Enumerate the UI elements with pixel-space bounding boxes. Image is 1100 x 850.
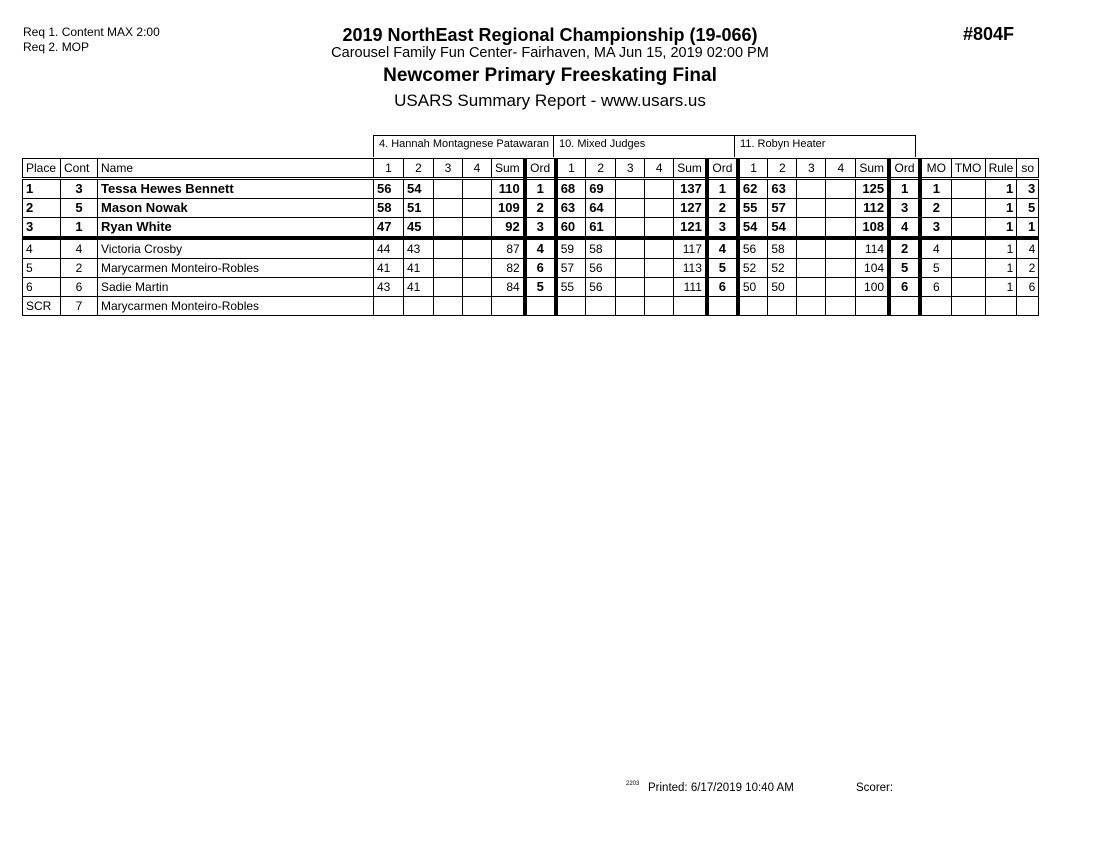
- col-j1-s1: 1: [374, 159, 404, 179]
- judge-2-score-s1: 63: [556, 199, 586, 218]
- judge-1-score-s4: [463, 238, 492, 259]
- col-place: Place: [23, 159, 61, 179]
- judge-1-score-s4: [463, 179, 492, 199]
- col-j2-ord: Ord: [707, 159, 738, 179]
- judge-2-score-s3: [616, 278, 645, 297]
- judge-2-score-s4: [645, 259, 674, 278]
- judge-2-ordinal: 5: [707, 259, 738, 278]
- requirement-2: Req 2. MOP: [23, 40, 90, 54]
- judge-1-sum: [492, 297, 525, 316]
- table-row: [23, 218, 1039, 239]
- judge-2-ordinal: 2: [707, 199, 738, 218]
- judge-3-score-s4: [826, 297, 856, 316]
- judge-2-score-s4: [645, 278, 674, 297]
- judge-2-ordinal: 4: [707, 238, 738, 259]
- place-cell: 1: [23, 179, 61, 199]
- place-cell: 5: [23, 259, 61, 278]
- mo-cell: 5: [920, 259, 951, 278]
- judge-1-ordinal: 3: [525, 218, 556, 239]
- judge-2-score-s3: [616, 199, 645, 218]
- judge-2-score-s3: [616, 218, 645, 239]
- rule-cell: 1: [985, 179, 1017, 199]
- judge-3-score-s2: 58: [768, 238, 797, 259]
- place-cell: 4: [23, 238, 61, 259]
- col-so: so: [1017, 159, 1039, 179]
- judge-3-score-s1: [738, 297, 768, 316]
- judge-3-score-s2: 50: [768, 278, 797, 297]
- so-cell: 4: [1017, 238, 1039, 259]
- judge-1-sum: 109: [492, 199, 525, 218]
- table-row: [23, 179, 1039, 199]
- judge-3-score-s4: [826, 218, 856, 239]
- col-mo: MO: [920, 159, 951, 179]
- header-row: [23, 159, 1039, 179]
- col-j2-sum: Sum: [674, 159, 707, 179]
- col-j1-sum: Sum: [492, 159, 525, 179]
- col-j2-s3: 3: [616, 159, 645, 179]
- table-row: [23, 199, 1039, 218]
- skater-name: Marycarmen Monteiro-Robles: [98, 297, 374, 316]
- so-cell: 6: [1017, 278, 1039, 297]
- judge-2-score-s4: [645, 238, 674, 259]
- tmo-cell: [951, 297, 985, 316]
- judge-1-score-s4: [463, 278, 492, 297]
- judge-2-score-s3: [616, 297, 645, 316]
- mo-cell: 4: [920, 238, 951, 259]
- judge-1-ordinal: 5: [525, 278, 556, 297]
- judge-1-score-s1: 47: [374, 218, 404, 239]
- col-tmo: TMO: [951, 159, 985, 179]
- judge-3-sum: 104: [856, 259, 889, 278]
- judge-3-score-s2: 54: [768, 218, 797, 239]
- col-rule: Rule: [985, 159, 1017, 179]
- judge-2-score-s4: [645, 218, 674, 239]
- judge-header-3: 11. Robyn Heater: [734, 135, 916, 157]
- judge-3-score-s2: 52: [768, 259, 797, 278]
- col-j2-s1: 1: [556, 159, 586, 179]
- col-j1-s4: 4: [463, 159, 492, 179]
- tmo-cell: [951, 199, 985, 218]
- judge-1-score-s1: 41: [374, 259, 404, 278]
- judge-2-ordinal: [707, 297, 738, 316]
- judge-3-score-s4: [826, 259, 856, 278]
- judge-3-ordinal: 1: [889, 179, 920, 199]
- cont-cell: 3: [61, 179, 98, 199]
- col-j3-sum: Sum: [856, 159, 889, 179]
- judge-3-ordinal: 3: [889, 199, 920, 218]
- judge-3-score-s3: [797, 259, 826, 278]
- judge-1-score-s1: 58: [374, 199, 404, 218]
- judge-2-sum: 113: [674, 259, 707, 278]
- judge-3-score-s3: [797, 297, 826, 316]
- judge-1-score-s2: 41: [404, 278, 434, 297]
- so-cell: 1: [1017, 218, 1039, 239]
- col-cont: Cont: [61, 159, 98, 179]
- judge-header-2: 10. Mixed Judges: [553, 135, 735, 157]
- judge-3-score-s2: 63: [768, 179, 797, 199]
- so-cell: 5: [1017, 199, 1039, 218]
- judge-1-score-s1: 44: [374, 238, 404, 259]
- judge-1-sum: 84: [492, 278, 525, 297]
- judge-1-score-s2: 43: [404, 238, 434, 259]
- place-cell: 2: [23, 199, 61, 218]
- cont-cell: 7: [61, 297, 98, 316]
- judge-2-score-s1: 59: [556, 238, 586, 259]
- judge-2-sum: 117: [674, 238, 707, 259]
- judge-1-score-s4: [463, 199, 492, 218]
- judge-2-sum: 121: [674, 218, 707, 239]
- judge-2-score-s4: [645, 199, 674, 218]
- judge-3-score-s1: 56: [738, 238, 768, 259]
- place-cell: SCR: [23, 297, 61, 316]
- rule-cell: 1: [985, 278, 1017, 297]
- judge-1-score-s1: [374, 297, 404, 316]
- skater-name: Victoria Crosby: [98, 238, 374, 259]
- judge-3-score-s3: [797, 218, 826, 239]
- col-j1-ord: Ord: [525, 159, 556, 179]
- table-row: [23, 278, 1039, 297]
- judge-3-score-s4: [826, 179, 856, 199]
- tmo-cell: [951, 259, 985, 278]
- mo-cell: 2: [920, 199, 951, 218]
- competition-title: 2019 NorthEast Regional Championship (19-066): [342, 25, 758, 45]
- judge-1-ordinal: [525, 297, 556, 316]
- skater-name: Mason Nowak: [98, 199, 374, 218]
- cont-cell: 4: [61, 238, 98, 259]
- rule-cell: 1: [985, 218, 1017, 239]
- judge-3-score-s3: [797, 238, 826, 259]
- so-cell: 3: [1017, 179, 1039, 199]
- judge-2-score-s2: 69: [586, 179, 616, 199]
- judge-1-score-s4: [463, 218, 492, 239]
- judge-2-score-s2: 58: [586, 238, 616, 259]
- judge-1-sum: 92: [492, 218, 525, 239]
- judge-3-ordinal: 6: [889, 278, 920, 297]
- judge-1-score-s1: 43: [374, 278, 404, 297]
- judge-2-score-s4: [645, 297, 674, 316]
- event-title: Newcomer Primary Freeskating Final: [383, 65, 717, 86]
- results-table: [22, 158, 1039, 316]
- col-j3-s1: 1: [738, 159, 768, 179]
- judge-3-score-s4: [826, 238, 856, 259]
- table-row: [23, 259, 1039, 278]
- judge-3-score-s4: [826, 199, 856, 218]
- judge-1-score-s1: 56: [374, 179, 404, 199]
- judge-2-score-s3: [616, 259, 645, 278]
- mo-cell: [920, 297, 951, 316]
- judge-3-score-s2: [768, 297, 797, 316]
- judge-2-ordinal: 1: [707, 179, 738, 199]
- judge-1-sum: 82: [492, 259, 525, 278]
- skater-name: Ryan White: [98, 218, 374, 239]
- mo-cell: 6: [920, 278, 951, 297]
- judge-1-score-s2: 41: [404, 259, 434, 278]
- judge-2-score-s4: [645, 179, 674, 199]
- col-j3-s2: 2: [768, 159, 797, 179]
- judge-2-score-s2: 56: [586, 278, 616, 297]
- judge-1-score-s2: [404, 297, 434, 316]
- judge-1-ordinal: 6: [525, 259, 556, 278]
- rule-cell: 1: [985, 238, 1017, 259]
- judge-1-score-s2: 54: [404, 179, 434, 199]
- col-j3-s3: 3: [797, 159, 826, 179]
- judge-1-sum: 110: [492, 179, 525, 199]
- skater-name: Sadie Martin: [98, 278, 374, 297]
- tmo-cell: [951, 278, 985, 297]
- place-cell: 6: [23, 278, 61, 297]
- tmo-cell: [951, 179, 985, 199]
- rule-cell: 1: [985, 199, 1017, 218]
- rule-cell: 1: [985, 259, 1017, 278]
- col-j3-ord: Ord: [889, 159, 920, 179]
- cont-cell: 5: [61, 199, 98, 218]
- judge-1-score-s3: [434, 278, 463, 297]
- judge-3-sum: 125: [856, 179, 889, 199]
- judge-3-ordinal: 5: [889, 259, 920, 278]
- judge-3-sum: [856, 297, 889, 316]
- judge-2-score-s1: 55: [556, 278, 586, 297]
- judge-3-score-s3: [797, 179, 826, 199]
- judge-3-sum: 112: [856, 199, 889, 218]
- judge-3-score-s1: 55: [738, 199, 768, 218]
- mo-cell: 1: [920, 179, 951, 199]
- judge-2-score-s2: [586, 297, 616, 316]
- judge-2-sum: 127: [674, 199, 707, 218]
- judge-1-score-s3: [434, 218, 463, 239]
- judge-2-score-s3: [616, 179, 645, 199]
- col-j2-s2: 2: [586, 159, 616, 179]
- table-row: [23, 238, 1039, 259]
- cont-cell: 1: [61, 218, 98, 239]
- judge-1-score-s4: [463, 297, 492, 316]
- col-j1-s3: 3: [434, 159, 463, 179]
- col-name: Name: [98, 159, 374, 179]
- judge-1-score-s2: 51: [404, 199, 434, 218]
- col-j1-s2: 2: [404, 159, 434, 179]
- judge-2-score-s2: 64: [586, 199, 616, 218]
- judge-3-score-s1: 52: [738, 259, 768, 278]
- judge-3-sum: 100: [856, 278, 889, 297]
- judge-2-sum: 137: [674, 179, 707, 199]
- judge-3-ordinal: 4: [889, 218, 920, 239]
- judge-1-score-s3: [434, 297, 463, 316]
- col-j2-s4: 4: [645, 159, 674, 179]
- judge-3-ordinal: [889, 297, 920, 316]
- table-row: [23, 297, 1039, 316]
- judge-3-score-s3: [797, 278, 826, 297]
- judge-1-sum: 87: [492, 238, 525, 259]
- tmo-cell: [951, 218, 985, 239]
- judge-2-score-s1: 60: [556, 218, 586, 239]
- tmo-cell: [951, 238, 985, 259]
- judge-1-ordinal: 1: [525, 179, 556, 199]
- judge-1-score-s3: [434, 238, 463, 259]
- judge-1-score-s4: [463, 259, 492, 278]
- report-title: USARS Summary Report - www.usars.us: [394, 91, 706, 110]
- skater-name: Marycarmen Monteiro-Robles: [98, 259, 374, 278]
- printed-timestamp: Printed: 6/17/2019 10:40 AM: [648, 782, 794, 794]
- judge-2-score-s1: 57: [556, 259, 586, 278]
- judge-2-score-s2: 61: [586, 218, 616, 239]
- judge-3-score-s1: 62: [738, 179, 768, 199]
- judge-1-ordinal: 4: [525, 238, 556, 259]
- judge-1-score-s3: [434, 259, 463, 278]
- judge-2-sum: [674, 297, 707, 316]
- judge-1-score-s3: [434, 199, 463, 218]
- judge-2-ordinal: 3: [707, 218, 738, 239]
- judge-2-score-s1: 68: [556, 179, 586, 199]
- requirement-1: Req 1. Content MAX 2:00: [23, 25, 160, 39]
- judge-2-score-s3: [616, 238, 645, 259]
- judge-2-ordinal: 6: [707, 278, 738, 297]
- cont-cell: 6: [61, 278, 98, 297]
- judge-1-score-s3: [434, 179, 463, 199]
- judge-2-sum: 111: [674, 278, 707, 297]
- rule-cell: [985, 297, 1017, 316]
- judge-3-score-s4: [826, 278, 856, 297]
- col-j3-s4: 4: [826, 159, 856, 179]
- judge-3-sum: 114: [856, 238, 889, 259]
- mo-cell: 3: [920, 218, 951, 239]
- judge-2-score-s2: 56: [586, 259, 616, 278]
- so-cell: 2: [1017, 259, 1039, 278]
- judge-1-score-s2: 45: [404, 218, 434, 239]
- cont-cell: 2: [61, 259, 98, 278]
- judge-3-score-s2: 57: [768, 199, 797, 218]
- judge-header-1: 4. Hannah Montagnese Patawaran: [373, 135, 554, 157]
- print-code: 2203: [626, 781, 640, 787]
- judge-3-ordinal: 2: [889, 238, 920, 259]
- scorer-label: Scorer:: [856, 782, 894, 794]
- event-code: #804F: [963, 24, 1015, 44]
- judge-3-score-s1: 50: [738, 278, 768, 297]
- judge-1-ordinal: 2: [525, 199, 556, 218]
- skater-name: Tessa Hewes Bennett: [98, 179, 374, 199]
- judge-3-score-s1: 54: [738, 218, 768, 239]
- so-cell: [1017, 297, 1039, 316]
- judge-3-score-s3: [797, 199, 826, 218]
- judge-3-sum: 108: [856, 218, 889, 239]
- judge-2-score-s1: [556, 297, 586, 316]
- place-cell: 3: [23, 218, 61, 239]
- venue-date: Carousel Family Fun Center- Fairhaven, MA Jun 15, 2019 02:00 PM: [331, 45, 769, 61]
